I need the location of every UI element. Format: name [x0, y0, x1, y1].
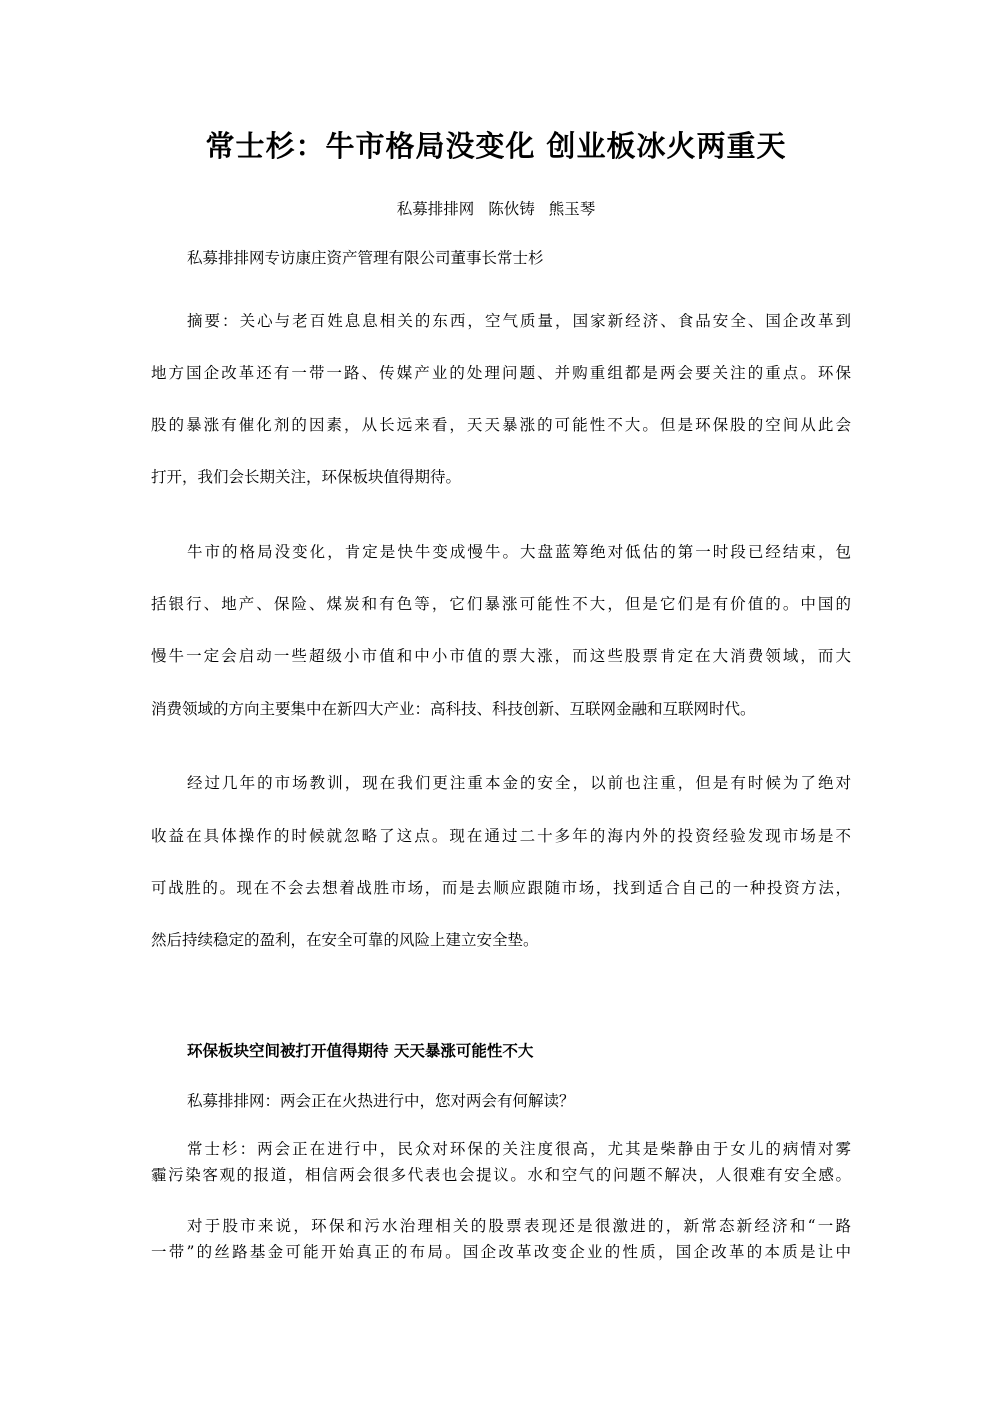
qa-question: 私募排排网：两会正在火热进行中，您对两会有何解读？	[187, 1092, 575, 1110]
summary-line: 摘要：关心与老百姓息息相关的东西，空气质量，国家新经济、食品安全、国企改革到	[187, 312, 851, 330]
paragraph-line: 消费领域的方向主要集中在新四大产业：高科技、科技创新、互联网金融和互联网时代。	[151, 700, 756, 718]
paragraph-line: 牛市的格局没变化，肯定是快牛变成慢牛。大盘蓝筹绝对低估的第一时段已经结束，包	[187, 543, 851, 561]
qa-answer-line: 常士杉：两会正在进行中，民众对环保的关注度很高，尤其是柴静由于女儿的病情对雾	[187, 1140, 851, 1158]
intro-line: 私募排排网专访康庄资产管理有限公司董事长常士杉	[187, 249, 544, 267]
paragraph-line: 慢牛一定会启动一些超级小市值和中小市值的票大涨，而这些股票肯定在大消费领域，而大	[151, 647, 851, 665]
byline-author-1: 陈伙铸	[488, 200, 535, 218]
summary-line: 打开，我们会长期关注，环保板块值得期待。	[151, 468, 462, 486]
summary-line: 地方国企改革还有一带一路、传媒产业的处理问题、并购重组都是两会要关注的重点。环保	[151, 364, 851, 382]
byline	[0, 197, 992, 221]
paragraph-line: 经过几年的市场教训，现在我们更注重本金的安全，以前也注重，但是有时候为了绝对	[187, 774, 851, 792]
byline-author-2: 熊玉琴	[548, 200, 596, 218]
summary-line: 股的暴涨有催化剂的因素，从长远来看，天天暴涨的可能性不大。但是环保股的空间从此会	[151, 416, 851, 434]
article-title: 常士杉：牛市格局没变化 创业板冰火两重天	[205, 129, 787, 163]
paragraph-line: 收益在具体操作的时候就忽略了这点。现在通过二十多年的海内外的投资经验发现市场是不	[151, 827, 851, 845]
byline-source: 私募排排网	[396, 200, 475, 218]
paragraph-line: 一带”的丝路基金可能开始真正的布局。国企改革改变企业的性质，国企改革的本质是让中	[151, 1243, 851, 1261]
paragraph-line: 括银行、地产、保险、煤炭和有色等，它们暴涨可能性不大，但是它们是有价值的。中国的	[151, 595, 851, 613]
paragraph-line: 然后持续稳定的盈利，在安全可靠的风险上建立安全垫。	[151, 931, 539, 949]
section-heading: 环保板块空间被打开值得期待 天天暴涨可能性不大	[187, 1042, 534, 1060]
paragraph-line: 对于股市来说，环保和污水治理相关的股票表现还是很激进的，新常态新经济和“一路	[187, 1217, 851, 1235]
paragraph-line: 可战胜的。现在不会去想着战胜市场，而是去顺应跟随市场，找到适合自己的一种投资方法，	[151, 879, 851, 897]
qa-answer-line: 霾污染客观的报道，相信两会很多代表也会提议。水和空气的问题不解决，人很难有安全感。	[151, 1166, 851, 1184]
